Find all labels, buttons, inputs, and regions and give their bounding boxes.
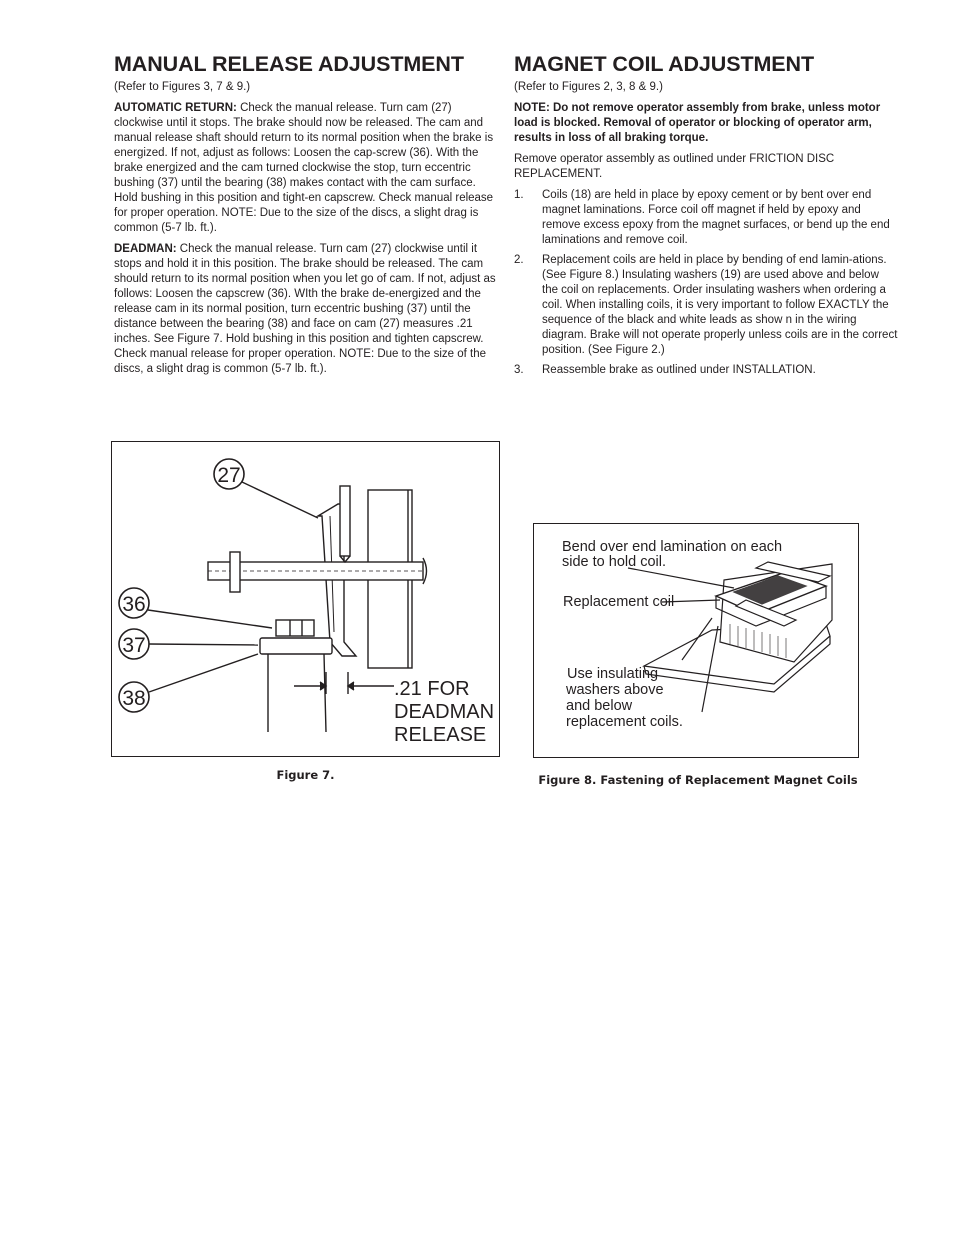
magnet-coil-section [514,52,898,383]
figure-7-frame [111,441,500,757]
figure-8-label-replacement-coil: Replacement coil [563,594,675,610]
step-text: Coils (18) are held in place by epoxy cement or by bent over end magnet laminations. Force coil off magnet if held by epoxy and remove excess epoxy from the magnet surfaces, or bend up the end laminations and remove coil. [542,189,890,246]
figure-8-label-insulating-line1: Use insulating [567,666,659,682]
magnet-coil-heading: MAGNET COIL ADJUSTMENT [514,52,814,76]
step-number: 1. [514,189,524,201]
magnet-coil-intro: Remove operator assembly as outlined under FRICTION DISC REPLACEMENT. [514,153,835,180]
magnet-coil-steps [514,188,898,378]
manual-release-ref: (Refer to Figures 3, 7 & 9.) [114,81,251,93]
automatic-return-text: Check the manual release. Turn cam (27) clockwise until it stops. The brake should now be released. The cam and manual release shaft should return to its normal position when the brake is energized. If not, adjust as follows: Loosen the cap-screw (36). With the brake energized and the cam turned clockwise the stop, turn eccentric bushing (37) until the bearing (38) makes contact with the cam surface. Hold bushing in this position and tight-en capscrew. Check manual release for proper operation. NOTE: Due to the size of the discs, a slight drag is common (5-7 lb. ft.). [114,102,494,234]
step-item [514,253,898,358]
figure-8-label-bend-line1: Bend over end lamination on each [562,539,783,555]
figure-8-caption: Figure 8. Fastening of Replacement Magnet Coils [538,773,858,787]
callout-38: 38 [122,687,146,710]
callout-36: 36 [122,593,146,616]
step-text: Reassemble brake as outlined under INSTALLATION. [542,364,816,376]
deadman-label: DEADMAN: [114,243,177,255]
figure-8-label-bend-line2: side to hold coil. [562,554,666,570]
deadman-paragraph [114,242,496,377]
step-item [514,188,898,248]
manual-release-section [114,52,496,383]
figure-8-drawing [534,524,858,757]
figure-7-caption: Figure 7. [276,768,335,782]
dimension-label-line3: RELEASE [394,724,487,746]
dimension-label-line1: .21 FOR [394,678,470,700]
step-text: Replacement coils are held in place by bending of end lamin-ations. (See Figure 8.) Insulating washers (19) are used above and below the coil on replacements. Order insulating washers when ordering a coil. When installing coils, it is very important to follow EXACTLY the sequence of the black and white leads as show n in the wiring diagram. Brake will not operate properly unless coils are in the correct position. (See Figure 2.) [542,254,898,356]
automatic-return-paragraph [114,101,496,236]
manual-release-heading: MANUAL RELEASE ADJUSTMENT [114,52,464,76]
step-item [514,363,898,378]
deadman-text: Check the manual release. Turn cam (27) clockwise until it stops and hold it in this position. The brake should be released. The cam should return to its normal position when you let go of cam. If not, adjust as follows: Loosen the capscrew (36). WIth the brake de-energized and the release cam in its normal position, turn eccentric bushing (37) until the distance between the bearing (38) and face on cam (27) measures .21 inches. See Figure 7. Hold bushing in this position and tighten capscrew. Check manual release for proper operation. NOTE: Due to the size of the discs, a slight drag is common (5-7 lb. ft.). [114,243,496,375]
dimension-label-line2: DEADMAN [394,701,495,723]
step-number: 3. [514,364,524,376]
figure-8-label-insulating-line4: replacement coils. [566,714,683,730]
magnet-coil-note: NOTE: Do not remove operator assembly from brake, unless motor load is blocked. Removal of operator or blocking of operator arm, results in loss of all braking torque. [514,102,881,144]
figure-8-label-insulating-line2: washers above [566,682,664,698]
callout-37: 37 [122,634,146,657]
figure-8-label-insulating-line3: and below [566,698,633,714]
automatic-return-label: AUTOMATIC RETURN: [114,102,237,114]
callout-27: 27 [217,464,241,487]
step-number: 2. [514,254,524,266]
figure-8-frame [533,523,859,758]
figure-7-drawing [112,442,498,755]
magnet-coil-ref: (Refer to Figures 2, 3, 8 & 9.) [514,81,663,93]
